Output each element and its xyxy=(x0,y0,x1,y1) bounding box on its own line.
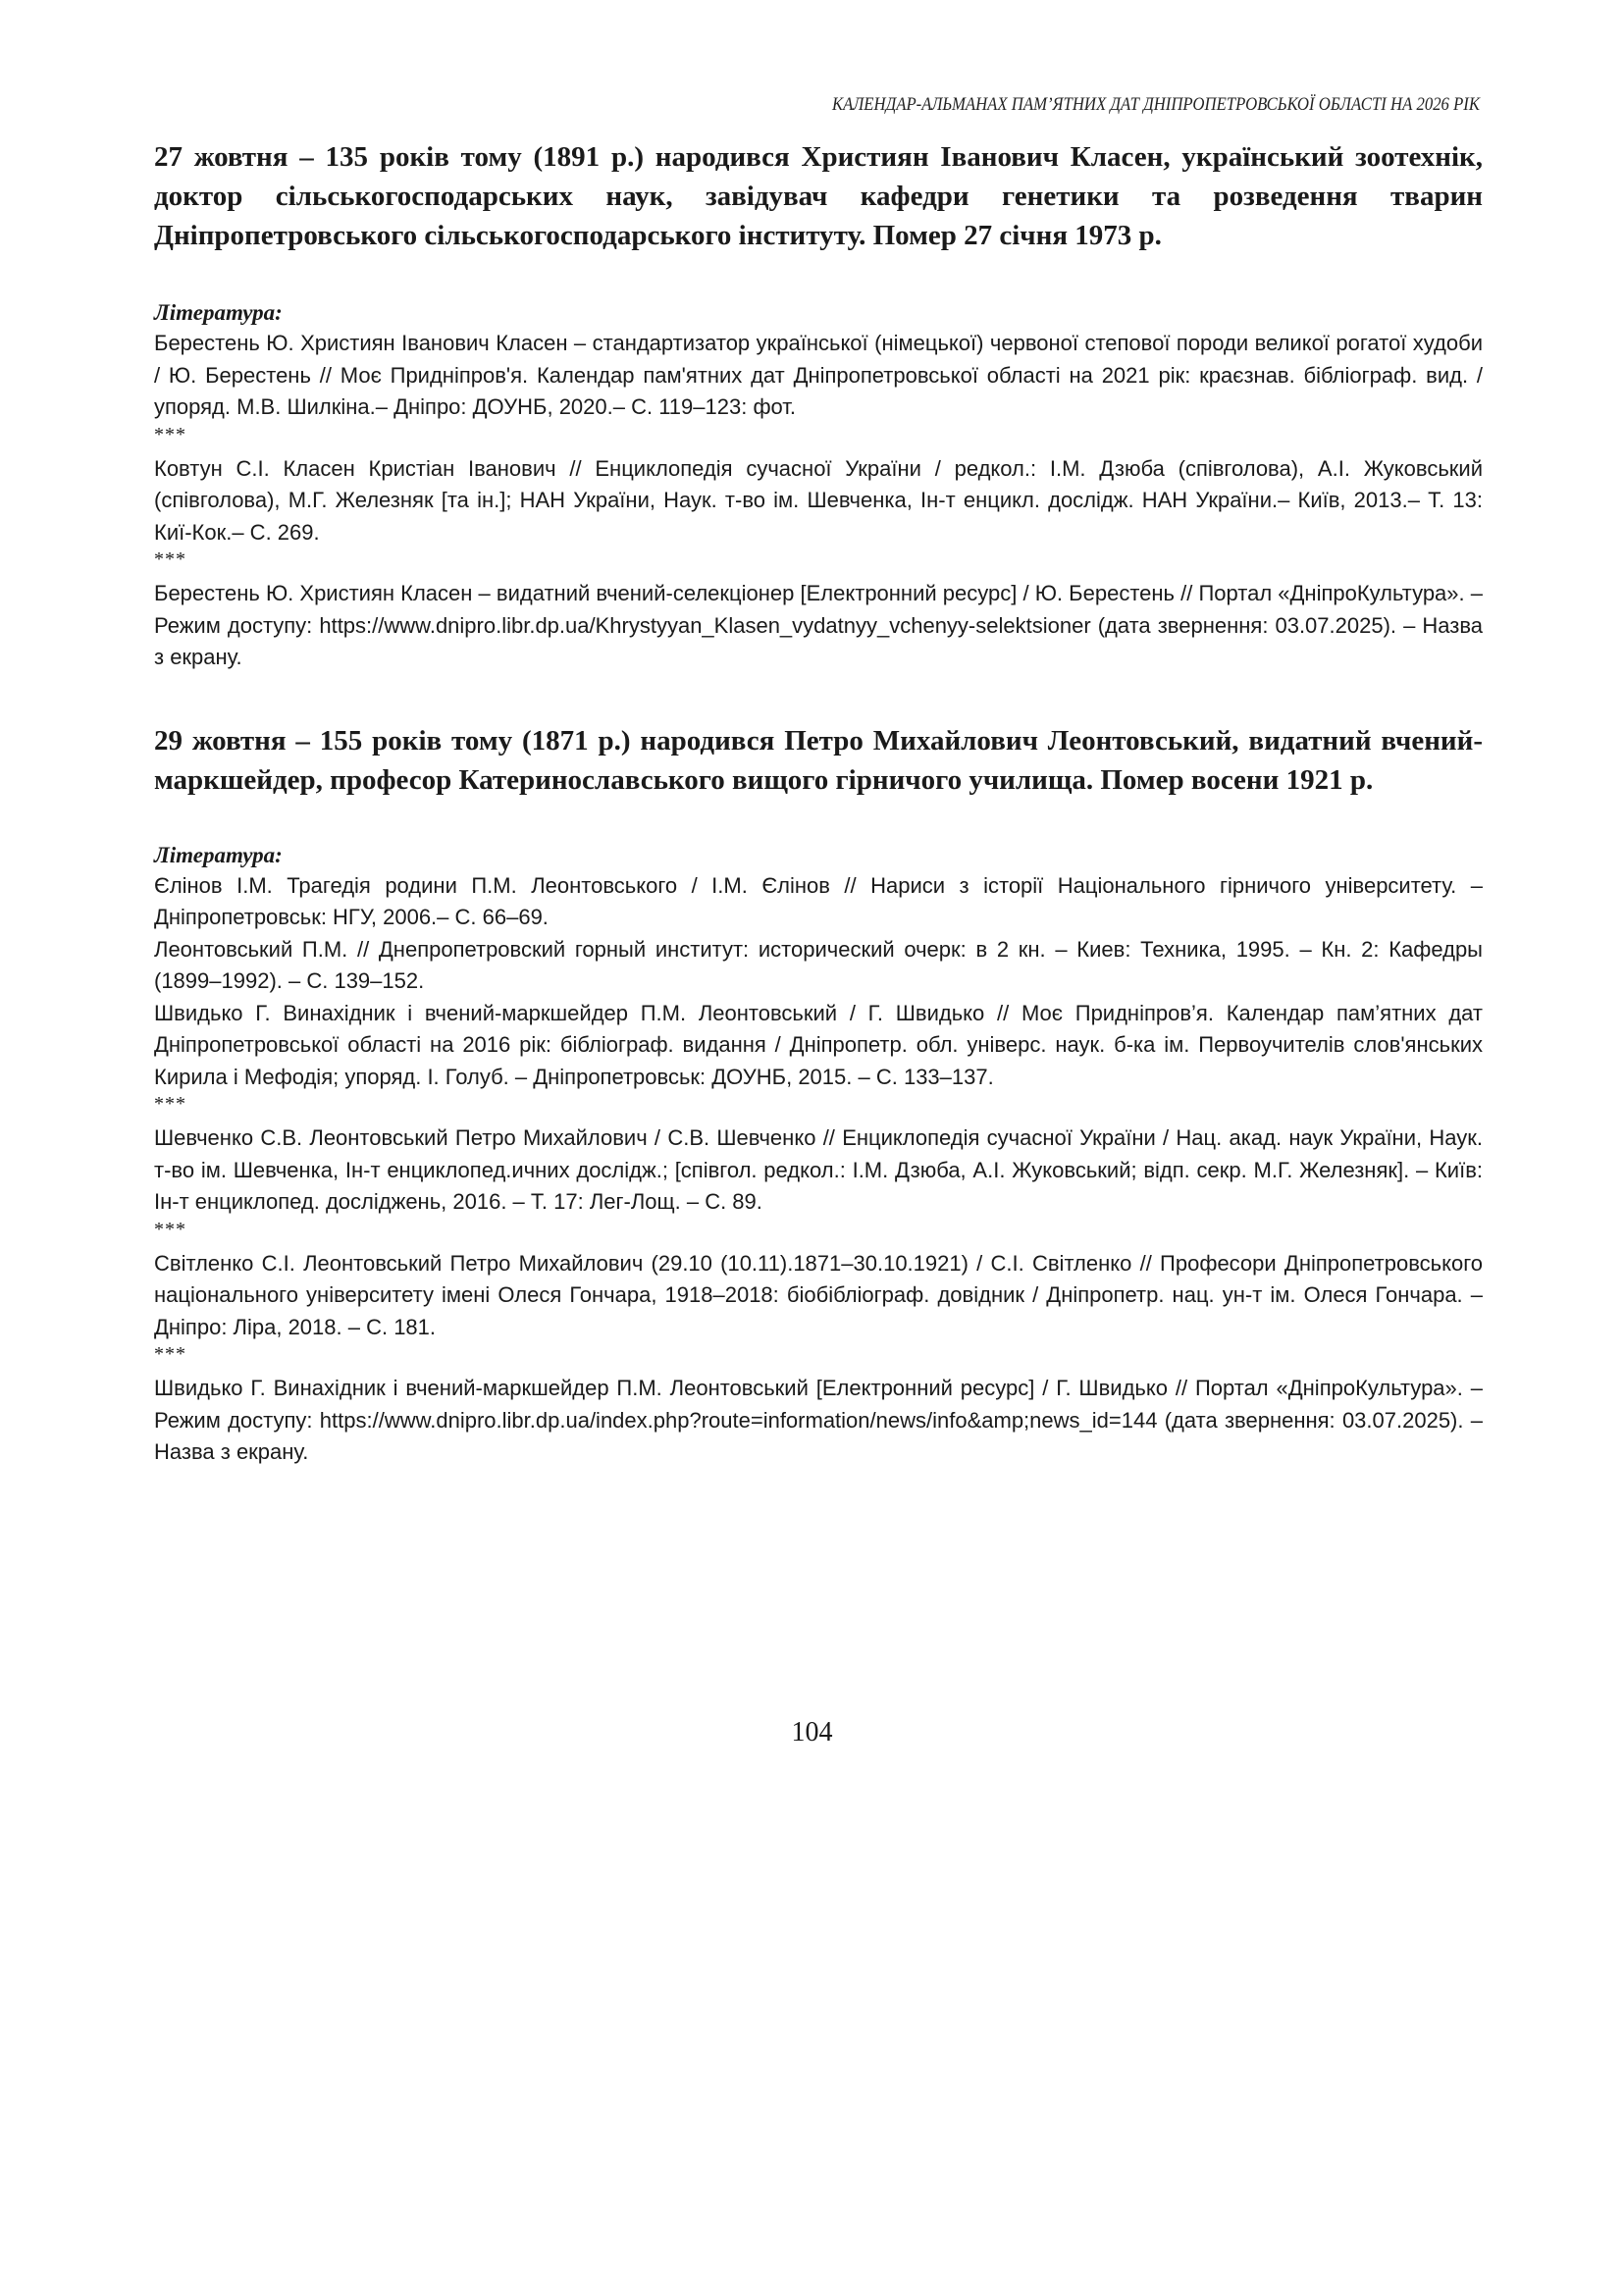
separator: *** xyxy=(154,1343,186,1365)
bibliography-entry: Леонтовський П.М. // Днепропетровский горный институт: исторический очерк: в 2 кн. – Киев: Техника, 1995. – Кн. 2: Кафедры (1899–1992). – С. 139–152. xyxy=(154,936,1483,993)
bibliography-entry: Єлінов І.М. Трагедія родини П.М. Леонтовського / І.М. Єлінов // Нариси з історії Національного гірничого університету. – Дніпропетровськ: НГУ, 2006.– С. 66–69. xyxy=(154,872,1483,929)
page-number: 104 xyxy=(791,1717,833,1747)
event-heading: 27 жовтня – 135 років тому (1891 р.) народився Християн Іванович Класен, український зоотехнік, доктор сільськогосподарських наук, завідувач кафедри генетики та розведення тварин Дніпропетровського сільськогосподарського інституту. Помер 27 січня 1973 р. xyxy=(154,141,1483,251)
literature-label: Література: xyxy=(154,842,283,867)
event-section xyxy=(154,721,1483,1469)
bibliography-entry: Шевченко С.В. Леонтовський Петро Михайлович / С.В. Шевченко // Енциклопедія сучасної України / Нац. акад. наук України, Наук. т-во ім. Шевченка, Ін-т енциклопед.ичних дослідж.; [співгол. редкол.: І.М. Дзюба, А.І. Жуковський; відп. секр. М.Г. Железняк]. – Київ: Ін-т енциклопед. досліджень, 2016. – Т. 17: Лег-Лощ. – С. 89. xyxy=(154,1125,1483,1214)
page-content xyxy=(154,137,1483,1469)
literature-label: Література: xyxy=(154,300,283,325)
running-header: КАЛЕНДАР-АЛЬМАНАХ ПАМ’ЯТНИХ ДАТ ДНІПРОПЕТРОВСЬКОЇ ОБЛАСТІ НА 2026 РІК xyxy=(832,94,1480,115)
bibliography-entry: Берестень Ю. Християн Іванович Класен – стандартизатор української (німецької) червоної степової породи великої рогатої худоби / Ю. Берестень // Моє Придніпров'я. Календар пам'ятних дат Дніпропетровської області на 2021 рік: краєзнав. бібліограф. вид. / упоряд. М.В. Шилкіна.– Дніпро: ДОУНБ, 2020.– С. 119–123: фот. xyxy=(154,331,1483,419)
separator: *** xyxy=(154,1218,186,1240)
separator: *** xyxy=(154,1093,186,1115)
bibliography-entry: Ковтун С.І. Класен Кристіан Іванович // Енциклопедія сучасної України / редкол.: І.М. Дзюба (співголова), А.І. Жуковський (співголова), М.Г. Железняк [та ін.]; НАН України, Наук. т-во ім. Шевченка, Ін-т енцикл. дослідж. НАН України.– Київ, 2013.– Т. 13: Киї-Кок.– С. 269. xyxy=(154,455,1483,545)
event-heading: 29 жовтня – 155 років тому (1871 р.) народився Петро Михайлович Леонтовський, видатний вчений-маркшейдер, професор Катеринославського вищого гірничого училища. Помер восени 1921 р. xyxy=(154,724,1483,796)
bibliography-entry: Швидько Г. Винахідник і вчений-маркшейдер П.М. Леонтовський / Г. Швидько // Моє Придніпров’я. Календар пам’ятних дат Дніпропетровської області на 2016 рік: бібліограф. видання / Дніпропетр. обл. універс. наук. б-ка ім. Первоучителів слов'янських Кирила і Мефодія; упоряд. І. Голуб. – Дніпропетровськ: ДОУНБ, 2015. – С. 133–137. xyxy=(154,1000,1483,1089)
event-section xyxy=(154,137,1483,674)
bibliography-entry: Світленко С.І. Леонтовський Петро Михайлович (29.10 (10.11).1871–30.10.1921) / С.І. Світленко // Професори Дніпропетровського національного університету імені Олеся Гончара, 1918–2018: біобібліограф. довідник / Дніпропетр. нац. ун-т ім. Олеся Гончара. – Дніпро: Ліра, 2018. – С. 181. xyxy=(154,1250,1483,1339)
separator: *** xyxy=(154,548,186,570)
bibliography-entry: Берестень Ю. Християн Класен – видатний вчений-селекціонер [Електронний ресурс] / Ю. Берестень // Портал «ДніпроКультура». – Режим доступу: https://www.dnipro.libr.dp.ua/Khrystyyan_Klasen_vydatnyy_vchenyy-selektsioner (дата звернення: 03.07.2025). – Назва з екрану. xyxy=(154,581,1483,669)
separator: *** xyxy=(154,423,186,445)
bibliography-entry: Швидько Г. Винахідник і вчений-маркшейдер П.М. Леонтовський [Електронний ресурс] / Г. Швидько // Портал «ДніпроКультура». – Режим доступу: https://www.dnipro.libr.dp.ua/index.php?route=information/news/info&amp;news_id=144 (дата звернення: 03.07.2025). – Назва з екрану. xyxy=(154,1376,1483,1464)
